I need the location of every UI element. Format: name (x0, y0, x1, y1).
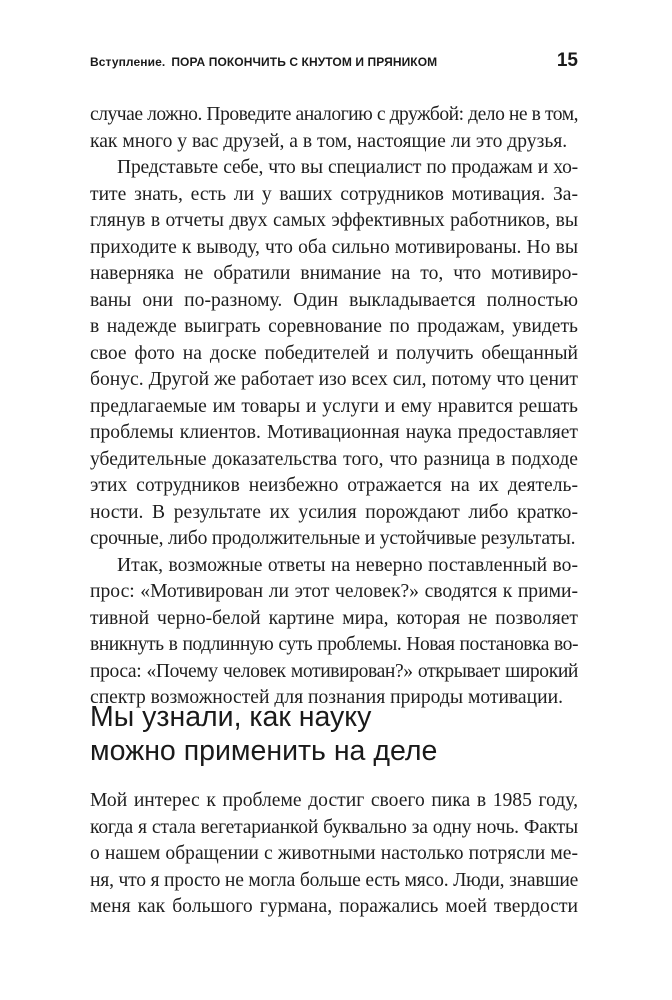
text-line: тивной черно-белой картине мира, которая не позволяет (90, 607, 578, 629)
text-line: когда я стала вегетарианкой буквально за одну ночь. Факты (90, 816, 578, 838)
text-line: о нашем обращении с животными настолько потрясли ме- (90, 843, 578, 864)
body-text-block-1 (90, 102, 578, 712)
running-head (90, 55, 437, 69)
page-header (90, 50, 578, 76)
text-line: случае ложно. Проведите аналогию с дружбой: дело не в том, (90, 104, 578, 125)
text-line: спектр возможностей для познания природы мотивации. (90, 687, 563, 708)
text-line: меня как большого гурмана, поражались моей твердости (90, 896, 578, 917)
text-line: тите знать, есть ли у ваших сотрудников мотивация. За- (90, 183, 578, 205)
text-line: ности. В результате их усилия порождают либо кратко- (90, 501, 578, 523)
text-line: наверняка не обратили внимание на то, что мотивиро- (90, 263, 578, 284)
text-line: проблемы клиентов. Мотивационная наука предоставляет (90, 422, 578, 443)
paragraph-start-line: Итак, возможные ответы на неверно поставленный во- (117, 554, 578, 576)
text-line: как много у вас друзей, а в том, настоящие ли это друзья. (90, 130, 568, 152)
text-line: бонус. Другой же работает изо всех сил, потому что ценит (90, 369, 578, 390)
text-line: этих сотрудников неизбежно отражается на их деятель- (90, 475, 578, 496)
text-line: вникнуть в подлинную суть проблемы. Новая постановка во- (90, 634, 578, 655)
text-line: ваны они по-разному. Один выкладывается полностью (90, 289, 578, 311)
section-heading-line-2: можно применить на деле (90, 735, 438, 767)
section-heading (90, 700, 578, 768)
text-line: приходите к выводу, что оба сильно мотивированы. Но вы (90, 236, 578, 258)
running-head-title: ПОРА ПОКОНЧИТЬ С КНУТОМ И ПРЯНИКОМ (171, 55, 438, 69)
text-line: ня, что я просто не могла больше есть мясо. Люди, знавшие (90, 869, 579, 891)
page-number: 15 (556, 50, 578, 71)
text-line: в надежде выиграть соревнование по продажам, увидеть (90, 316, 578, 337)
section-heading-line-1: Мы узнали, как науку (90, 701, 372, 733)
text-line: проса: «Почему человек мотивирован?» открывает широкий (90, 660, 578, 682)
paragraph-start-line: Представьте себе, что вы специалист по продажам и хо- (117, 157, 578, 178)
text-line: прос: «Мотивирован ли этот человек?» сводятся к прими- (90, 581, 578, 602)
text-line: убедительные доказательства того, что разница в подходе (90, 448, 578, 470)
body-text-block-2 (90, 788, 578, 921)
text-line: Мой интерес к проблеме достиг своего пика в 1985 году, (90, 790, 578, 811)
text-line: свое фото на доске победителей и получить обещанный (90, 342, 578, 364)
text-line: предлагаемые им товары и услуги и ему нравится решать (90, 395, 578, 417)
text-line: глянув в отчеты двух самых эффективных работников, вы (90, 210, 578, 231)
running-head-chapter: Вступление. (90, 55, 166, 69)
text-line: срочные, либо продолжительные и устойчивые результаты. (90, 528, 576, 549)
